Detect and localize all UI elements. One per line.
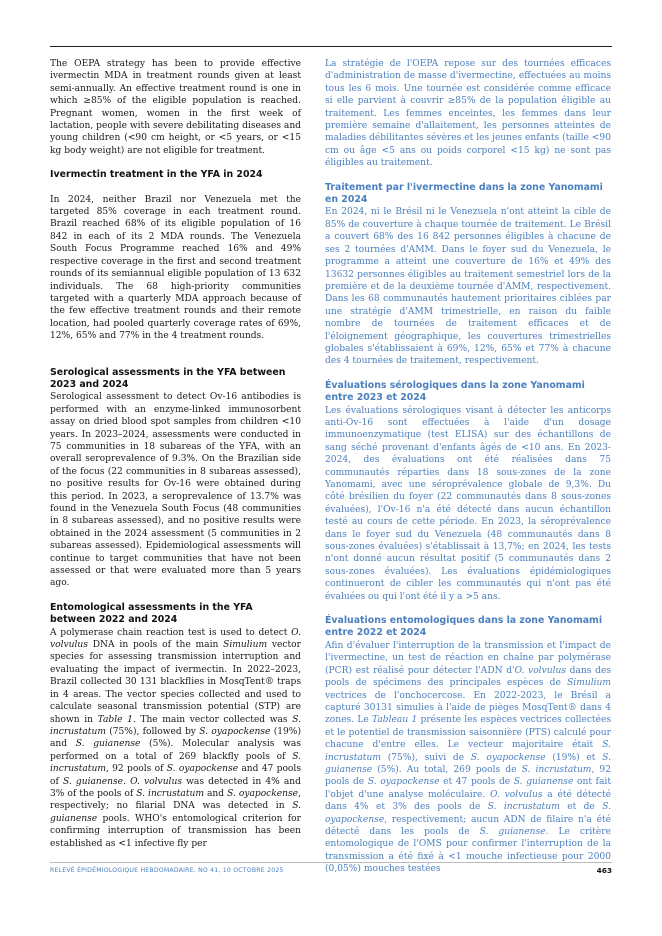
top-rule xyxy=(50,46,612,47)
fr-ivermectin-paragraph: En 2024, ni le Brésil ni le Venezuela n'ont atteint la cible de 85% de couverture à chaque tournée de traitement. Le Brésil a couvert 68% des 16 842 personnes éligibles à chacune de ses 2 tournées d'AMM. Dans le foyer sud du Venezuela, le programme a atteint une couverture de 16% et 49% des 13632 personnes éligibles au traitement semestriel lors de la première et de la deuxième tournée d'AMM, respectivement. Dans les 68 communautés hautement prioritaires ciblées par une stratégie d'AMM trimestrielle, en raison du faible nombre de tournées de traitement efficaces et de l'éloignement géographique, les couvertures trimestrielles globales s'établissaient à 69%, 12%, 65% et 77% à chacune des 4 tournées de traitement, respectivement. xyxy=(325,207,611,367)
en-intro-paragraph: The OEPA strategy has been to provide effective ivermectin MDA in treatment rounds given at least semi-annually. An effective treatment round is one in which ≥85% of the eligible population is reached. Pregnant women, women in the first week of lactation, people with severe debilitating diseases and young children (<90 cm height, or <5 years, or <15 kg body weight) are not eligible for treatment. xyxy=(50,59,301,156)
fr-intro-paragraph: La stratégie de l'OEPA repose sur des tournées efficaces d'administration de masse d'ivermectine, effectuées au moins tous les 6 mois. Une tournée est considérée comme efficace si elle parvient à couvrir ≥85% de la population éligible au traitement. Les femmes enceintes, les femmes dans leur première semaine d'allaitement, les personnes atteintes de maladies débilitantes sévères et les jeunes enfants (taille <90 cm ou âge <5 ans ou poids corporel <15 kg) ne sont pas éligibles au traitement. xyxy=(325,59,611,169)
fr-entomological-paragraph: Afin d'évaluer l'interruption de la transmission et l'impact de l'ivermectine, un test de réaction en chaîne par polymérase (PCR) est réalisé pour détecter l'ADN d'O. volvulus dans des pools de spécimens des principales espèces de Simulium vectrices de l'onchocercose. En 2022-2023, le Brésil a capturé 30131 simulies à l'aide de pièges MosqTent® dans 4 zones. Le Tableau 1 présente les espèces vectrices collectées et le potentiel de transmission saisonnière (PTS) calculé pour chacune d'entre elles. Le vecteur majoritaire était S. incrustatum (75%), suivi de S. oyapockense (19%) et S. guianense (5%). Au total, 269 pools de S. incrustatum, 92 pools de S. oyapockense et 47 pools de S. guianense ont fait l'objet d'une analyse moléculaire. O. volvulus a été détecté dans 4% et 3% des pools de S. incrustatum et de S. oyapockense, respectivement; aucun ADN de filaire n'a été détecté dans les pools de S. guianense. Le critère entomologique de l'OMS pour confirmer l'interruption de la transmission a été fixé à <1 mouche infectieuse pour 2000 (0,05%) mouches testées xyxy=(325,640,611,875)
en-ivermectin-paragraph: In 2024, neither Brazil nor Venezuela met the targeted 85% coverage in each treatment round. Brazil reached 68% of its eligible population of 16 842 in each of its 2 MDA rounds. The Venezuela South Focus Programme reached 16% and 49% respective coverage in the first and second treatment rounds of its semiannual eligible population of 13 632 individuals. The 68 high-priority communities targeted with a quarterly MDA approach because of the few effective treatment rounds and their remote location, had pooled quarterly coverage rates of 69%, 12%, 65% and 77% in the 4 treatment rounds. xyxy=(50,194,301,342)
fr-serological-paragraph: Les évaluations sérologiques visant à détecter les anticorps anti-Ov-16 sont effectuées à l'aide d'un dosage immunoenzymatique (test ELISA) sur des échantillons de sang séché provenant d'enfants âgés de <10 ans. En 2023-2024, des évaluations ont été réalisées dans 75 communautés réparties dans 18 sous-zones de la zone Yanomami, avec une séroprévalence globale de 9,3%. Du côté brésilien du foyer (22 communautés dans 8 sous-zones évaluées), l'Ov-16 n'a été détecté dans aucun échantillon testé au cours de cette période. En 2023, la séroprévalence dans le foyer sud du Venezuela (48 communautés dans 8 sous-zones évaluées) s'établissait à 13,7%; en 2024, les tests n'ont donné aucun résultat positif (5 communautés dans 2 sous-zones évaluées). Les évaluations épidémiologiques continueront de cibler les communautés qui n'ont pas été évaluées ou qui l'ont été il y a >5 ans. xyxy=(325,405,611,602)
fr-heading-entomological: Évaluations entomologiques dans la zone Yanomami entre 2022 et 2024 xyxy=(325,615,603,639)
en-heading-ivermectin-treatment: Ivermectin treatment in the YFA in 2024 xyxy=(50,169,263,181)
en-heading-entomological: Entomological assessments in the YFA between 2022 and 2024 xyxy=(50,601,253,626)
page-number: 463 xyxy=(596,866,612,875)
french-column xyxy=(325,58,611,876)
en-entomological-paragraph: A polymerase chain reaction test is used to detect O. volvulus DNA in pools of the main Simulium vector species for assessing transmission interruption and evaluating the impact of ivermectin. In 2022–2023, Brazil collected 30 131 blackflies in MosqTent® traps in 4 areas. The vector species collected and used to calculate seasonal transmission potential (STP) are shown in Table 1. The main vector collected was S. incrustatum (75%), followed by S. oyapockense (19%) and S. guianense (5%). Molecular analysis was performed on a total of 269 blackfly pools of S. incrustatum, 92 pools of S. oyapockense and 47 pools of S. guianense. O. volvulus was detected in 4% and 3% of the pools of S. incrustatum and S. oyapockense, respectively; no filarial DNA was detected in S. guianense pools. WHO's entomological criterion for confirming interruption of transmission has been established as <1 infective fly per xyxy=(50,627,301,849)
en-serological-paragraph: Serological assessment to detect Ov-16 antibodies is performed with an enzyme-linked immunosorbent assay on dried blood spot samples from children <10 years. In 2023–2024, assessments were conducted in 75 communities in 18 subareas of the YFA, with an overall seroprevalence of 9.3%. On the Brazilian side of the focus (22 communities in 8 subareas assessed), no positive results for Ov-16 were obtained during this period. In 2023, a seroprevalence of 13.7% was found in the Venezuela South Focus (48 communities in 8 subareas assessed), and no positive results were obtained in the 2024 assessment (5 communities in 2 subareas assessed). Epidemiological assessments will continue to target communities that have not been assessed or that were evaluated more than 5 years ago. xyxy=(50,392,301,589)
english-column xyxy=(50,58,301,850)
en-heading-serological: Serological assessments in the YFA between 2023 and 2024 xyxy=(50,366,286,390)
footer-rule xyxy=(50,862,612,863)
fr-heading-serological: Évaluations sérologiques dans la zone Yanomami entre 2023 et 2024 xyxy=(325,379,585,404)
footer-journal-title: RELEVÉ ÉPIDÉMIOLOGIQUE HEBDOMADAIRE, NO 41, 10 OCTOBRE 2025 xyxy=(50,867,284,874)
fr-heading-ivermectin-treatment: Traitement par l'ivermectine dans la zone Yanomami en 2024 xyxy=(325,181,603,206)
